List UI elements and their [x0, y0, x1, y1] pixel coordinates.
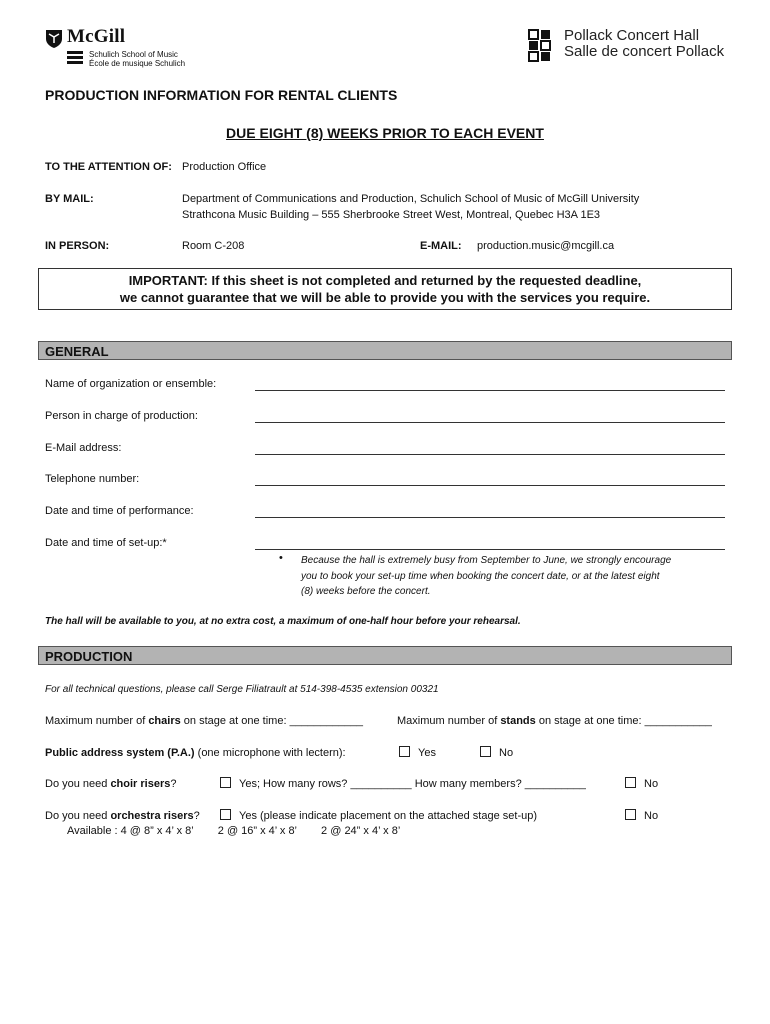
orchestra-risers-label: [45, 810, 200, 822]
orchestra-no-checkbox[interactable]: [625, 809, 636, 820]
choir-risers-label: [45, 778, 176, 790]
max-stands-post: on stage at one time: ___________: [535, 715, 712, 727]
pa-no-label: No: [499, 747, 514, 759]
person-in-charge-field[interactable]: [255, 422, 725, 423]
mcgill-logo: [45, 28, 205, 70]
general-section-header: [38, 341, 732, 360]
choir-yes-checkbox[interactable]: [220, 777, 231, 788]
choir-risers-bold: choir risers: [110, 778, 171, 790]
pa-no-checkbox[interactable]: [480, 746, 491, 757]
max-stands-bold: stands: [500, 715, 536, 727]
person-in-charge-label: Person in charge of production:: [45, 410, 198, 422]
mcgill-school-fr: École de musique Schulich: [89, 59, 186, 68]
pollack-mark-icon: [528, 29, 552, 63]
pollack-name-en: Pollack Concert Hall: [564, 27, 700, 44]
choir-no-label: No: [644, 778, 659, 790]
orchestra-risers-post: ?: [193, 810, 200, 822]
pa-yes-label: Yes: [418, 747, 436, 759]
general-heading: GENERAL: [45, 344, 109, 359]
mcgill-name: McGill: [67, 26, 126, 47]
setup-note-line1: Because the hall is extremely busy from September to June, we strongly encourage: [301, 555, 672, 566]
email-link[interactable]: production.music@mcgill.ca: [477, 240, 615, 252]
setup-date-label: Date and time of set-up:*: [45, 537, 167, 549]
telephone-label: Telephone number:: [45, 473, 140, 485]
in-person-value: Room C-208: [182, 240, 245, 252]
production-section-header: [38, 646, 732, 665]
setup-note-bullet: •: [279, 552, 283, 564]
orchestra-risers-availability: Available : 4 @ 8” x 4’ x 8’ 2 @ 16” x 4’ x 8’ 2 @ 24” x 4’ x 8’: [67, 825, 401, 837]
max-chairs-post: on stage at one time: ____________: [180, 715, 363, 727]
max-stands-field[interactable]: [397, 715, 712, 727]
important-notice: [38, 268, 732, 310]
schulich-mark-icon: [67, 50, 83, 66]
email-address-field[interactable]: [255, 454, 725, 455]
important-line1: IMPORTANT: If this sheet is not completed and returned by the requested deadline,: [128, 273, 642, 288]
email-label: E-MAIL:: [420, 240, 462, 252]
choir-risers-post: ?: [170, 778, 177, 790]
page-title: PRODUCTION INFORMATION FOR RENTAL CLIENTS: [45, 87, 398, 103]
production-heading: PRODUCTION: [45, 649, 133, 664]
pollack-name-fr: Salle de concert Pollack: [564, 43, 725, 60]
orchestra-no-label: No: [644, 810, 659, 822]
choir-yes-label: Yes; How many rows? __________ How many members? __________: [239, 778, 586, 790]
important-line2: we cannot guarantee that we will be able to provide you with the services you require.: [119, 290, 651, 305]
orchestra-risers-bold: orchestra risers: [110, 810, 194, 822]
setup-note-line2: you to book your set-up time when booking the concert date, or at the latest eight: [301, 570, 660, 582]
org-name-field[interactable]: [255, 390, 725, 391]
mail-label: BY MAIL:: [45, 193, 94, 205]
performance-date-label: Date and time of performance:: [45, 505, 194, 517]
max-chairs-pre: Maximum number of: [45, 715, 149, 727]
in-person-label: IN PERSON:: [45, 240, 110, 252]
email-address-label: E-Mail address:: [45, 442, 122, 454]
orchestra-risers-pre: Do you need: [45, 810, 111, 822]
technical-contact-note: For all technical questions, please call Serge Filiatrault at 514-398-4535 extension 00321: [45, 684, 439, 695]
pollack-logo: [528, 28, 728, 64]
mail-address-line2: Strathcona Music Building – 555 Sherbrooke Street West, Montreal, Quebec H3A 1E3: [182, 209, 601, 221]
pa-system-post: (one microphone with lectern):: [194, 747, 346, 759]
max-stands-pre: Maximum number of: [397, 715, 501, 727]
orchestra-yes-label: Yes (please indicate placement on the attached stage set-up): [239, 810, 538, 822]
attention-label: TO THE ATTENTION OF:: [45, 161, 172, 173]
pa-system-bold: Public address system (P.A.): [45, 747, 195, 759]
telephone-field[interactable]: [255, 485, 725, 486]
setup-date-field[interactable]: [255, 549, 725, 550]
setup-note-line3: (8) weeks before the concert.: [301, 586, 431, 597]
pa-system-label: [45, 747, 346, 759]
max-chairs-field[interactable]: [45, 715, 363, 727]
setup-note: [301, 553, 671, 600]
due-date-heading: DUE EIGHT (8) WEEKS PRIOR TO EACH EVENT: [226, 125, 544, 141]
max-chairs-bold: chairs: [148, 715, 181, 727]
mail-address-line1: Department of Communications and Production, Schulich School of Music of McGill University: [182, 193, 640, 205]
attention-value: Production Office: [182, 161, 267, 173]
orchestra-yes-checkbox[interactable]: [220, 809, 231, 820]
mcgill-school-en: Schulich School of Music: [89, 50, 178, 59]
choir-risers-pre: Do you need: [45, 778, 111, 790]
performance-date-field[interactable]: [255, 517, 725, 518]
choir-no-checkbox[interactable]: [625, 777, 636, 788]
org-name-label: Name of organization or ensemble:: [45, 378, 217, 390]
mcgill-crest-icon: [45, 29, 63, 49]
pa-yes-checkbox[interactable]: [399, 746, 410, 757]
hall-availability-note: The hall will be available to you, at no extra cost, a maximum of one-half hour before your rehearsal.: [45, 616, 521, 627]
